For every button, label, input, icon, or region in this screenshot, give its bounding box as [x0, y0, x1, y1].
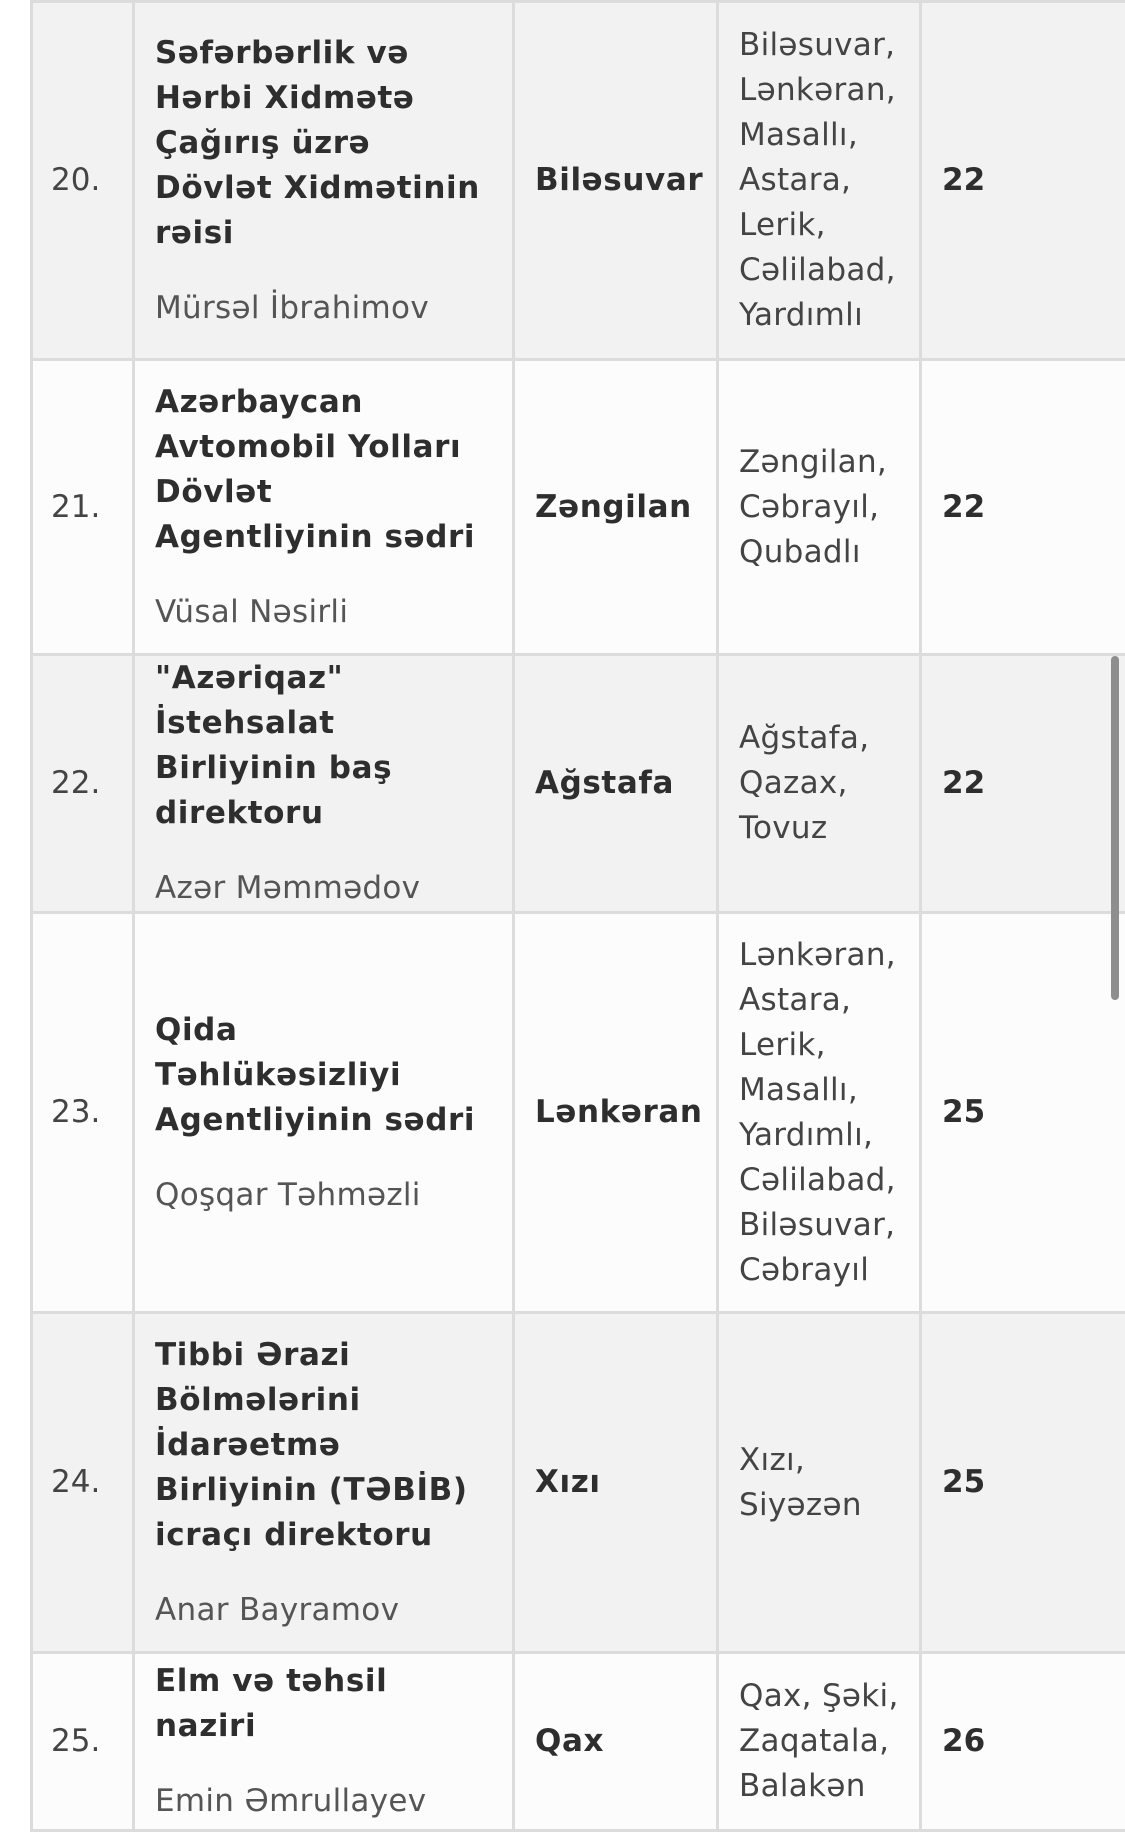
table-row: [32, 655, 1125, 913]
row-number: 23.: [32, 913, 134, 1313]
district-item: Qubadlı: [739, 533, 861, 570]
position-cell: [134, 360, 514, 655]
district-item: Cəbrayıl: [739, 1251, 870, 1288]
position-title: Səfərbərlik və Hərbi Xidmətə Çağırış üzrə Dövlət Xidmətinin rəisi: [155, 34, 480, 251]
district-item: Lerik,: [739, 1026, 826, 1063]
district-item: Siyəzən: [739, 1486, 862, 1523]
count-cell: 26: [921, 1653, 1125, 1831]
district-item: Yardımlı,: [739, 1116, 874, 1153]
appointments-table-wrapper: [30, 0, 1125, 1832]
district-item: Qazax,: [739, 765, 848, 801]
district-item: Astara,: [739, 981, 852, 1018]
person-name: Emin Əmrullayev: [155, 1783, 427, 1819]
count-cell: 22: [921, 360, 1125, 655]
position-cell: [134, 913, 514, 1313]
district-item: Tovuz: [739, 810, 828, 846]
table-row: [32, 2, 1125, 360]
districts-cell: [718, 2, 921, 360]
position-cell: [134, 2, 514, 360]
position-title: Tibbi Ərazi Bölmələrini İdarəetmə Birliyinin (TƏBİB) icraçı direktoru: [155, 1336, 468, 1553]
row-number: 24.: [32, 1313, 134, 1653]
region-cell: Qax: [514, 1653, 718, 1831]
region-cell: Xızı: [514, 1313, 718, 1653]
district-item: Yardımlı: [739, 297, 863, 333]
region-cell: Ağstafa: [514, 655, 718, 913]
position-title: Elm və təhsil naziri: [155, 1663, 388, 1744]
row-number: 21.: [32, 360, 134, 655]
person-name: Mürsəl İbrahimov: [155, 289, 429, 326]
vertical-scrollbar[interactable]: [1111, 656, 1119, 1000]
person-name: Azər Məmmədov: [155, 870, 421, 906]
count-cell: 22: [921, 2, 1125, 360]
position-title: "Azəriqaz" İstehsalat Birliyinin baş direktoru: [155, 660, 393, 831]
position-title: Azərbaycan Avtomobil Yolları Dövlət Agentliyinin sədri: [155, 383, 476, 555]
count-cell: 25: [921, 913, 1125, 1313]
district-item: Cəbrayıl,: [739, 488, 880, 525]
district-item: Qax, Şəki,: [739, 1678, 899, 1714]
district-item: Masallı,: [739, 1071, 858, 1108]
district-item: Astara,: [739, 162, 852, 198]
district-item: Zəngilan,: [739, 443, 888, 480]
district-item: Zaqatala,: [739, 1723, 890, 1759]
districts-cell: [718, 655, 921, 913]
district-item: Lerik,: [739, 207, 826, 243]
table-row: [32, 360, 1125, 655]
count-cell: 25: [921, 1313, 1125, 1653]
districts-cell: [718, 360, 921, 655]
person-name: Qoşqar Təhməzli: [155, 1176, 421, 1213]
position-cell: [134, 655, 514, 913]
region-cell: Biləsuvar: [514, 2, 718, 360]
region-cell: Lənkəran: [514, 913, 718, 1313]
position-title: Qida Təhlükəsizliyi Agentliyinin sədri: [155, 1011, 476, 1138]
district-item: Xızı,: [739, 1441, 806, 1478]
region-cell: Zəngilan: [514, 360, 718, 655]
table-row: [32, 1653, 1125, 1831]
district-item: Cəlilabad,: [739, 1161, 896, 1198]
person-name: Anar Bayramov: [155, 1591, 400, 1628]
district-item: Biləsuvar,: [739, 1206, 896, 1243]
districts-cell: [718, 913, 921, 1313]
position-cell: [134, 1313, 514, 1653]
person-name: Vüsal Nəsirli: [155, 593, 349, 630]
district-item: Biləsuvar,: [739, 27, 896, 63]
appointments-table: [30, 0, 1125, 1832]
table-row: [32, 1313, 1125, 1653]
district-item: Masallı,: [739, 117, 858, 153]
row-number: 20.: [32, 2, 134, 360]
district-item: Ağstafa,: [739, 720, 870, 756]
districts-cell: [718, 1313, 921, 1653]
count-cell: 22: [921, 655, 1125, 913]
district-item: Cəlilabad,: [739, 252, 896, 288]
districts-cell: [718, 1653, 921, 1831]
district-item: Lənkəran,: [739, 72, 896, 108]
district-item: Lənkəran,: [739, 936, 896, 973]
table-row: [32, 913, 1125, 1313]
district-item: Balakən: [739, 1768, 866, 1804]
row-number: 25.: [32, 1653, 134, 1831]
position-cell: [134, 1653, 514, 1831]
row-number: 22.: [32, 655, 134, 913]
